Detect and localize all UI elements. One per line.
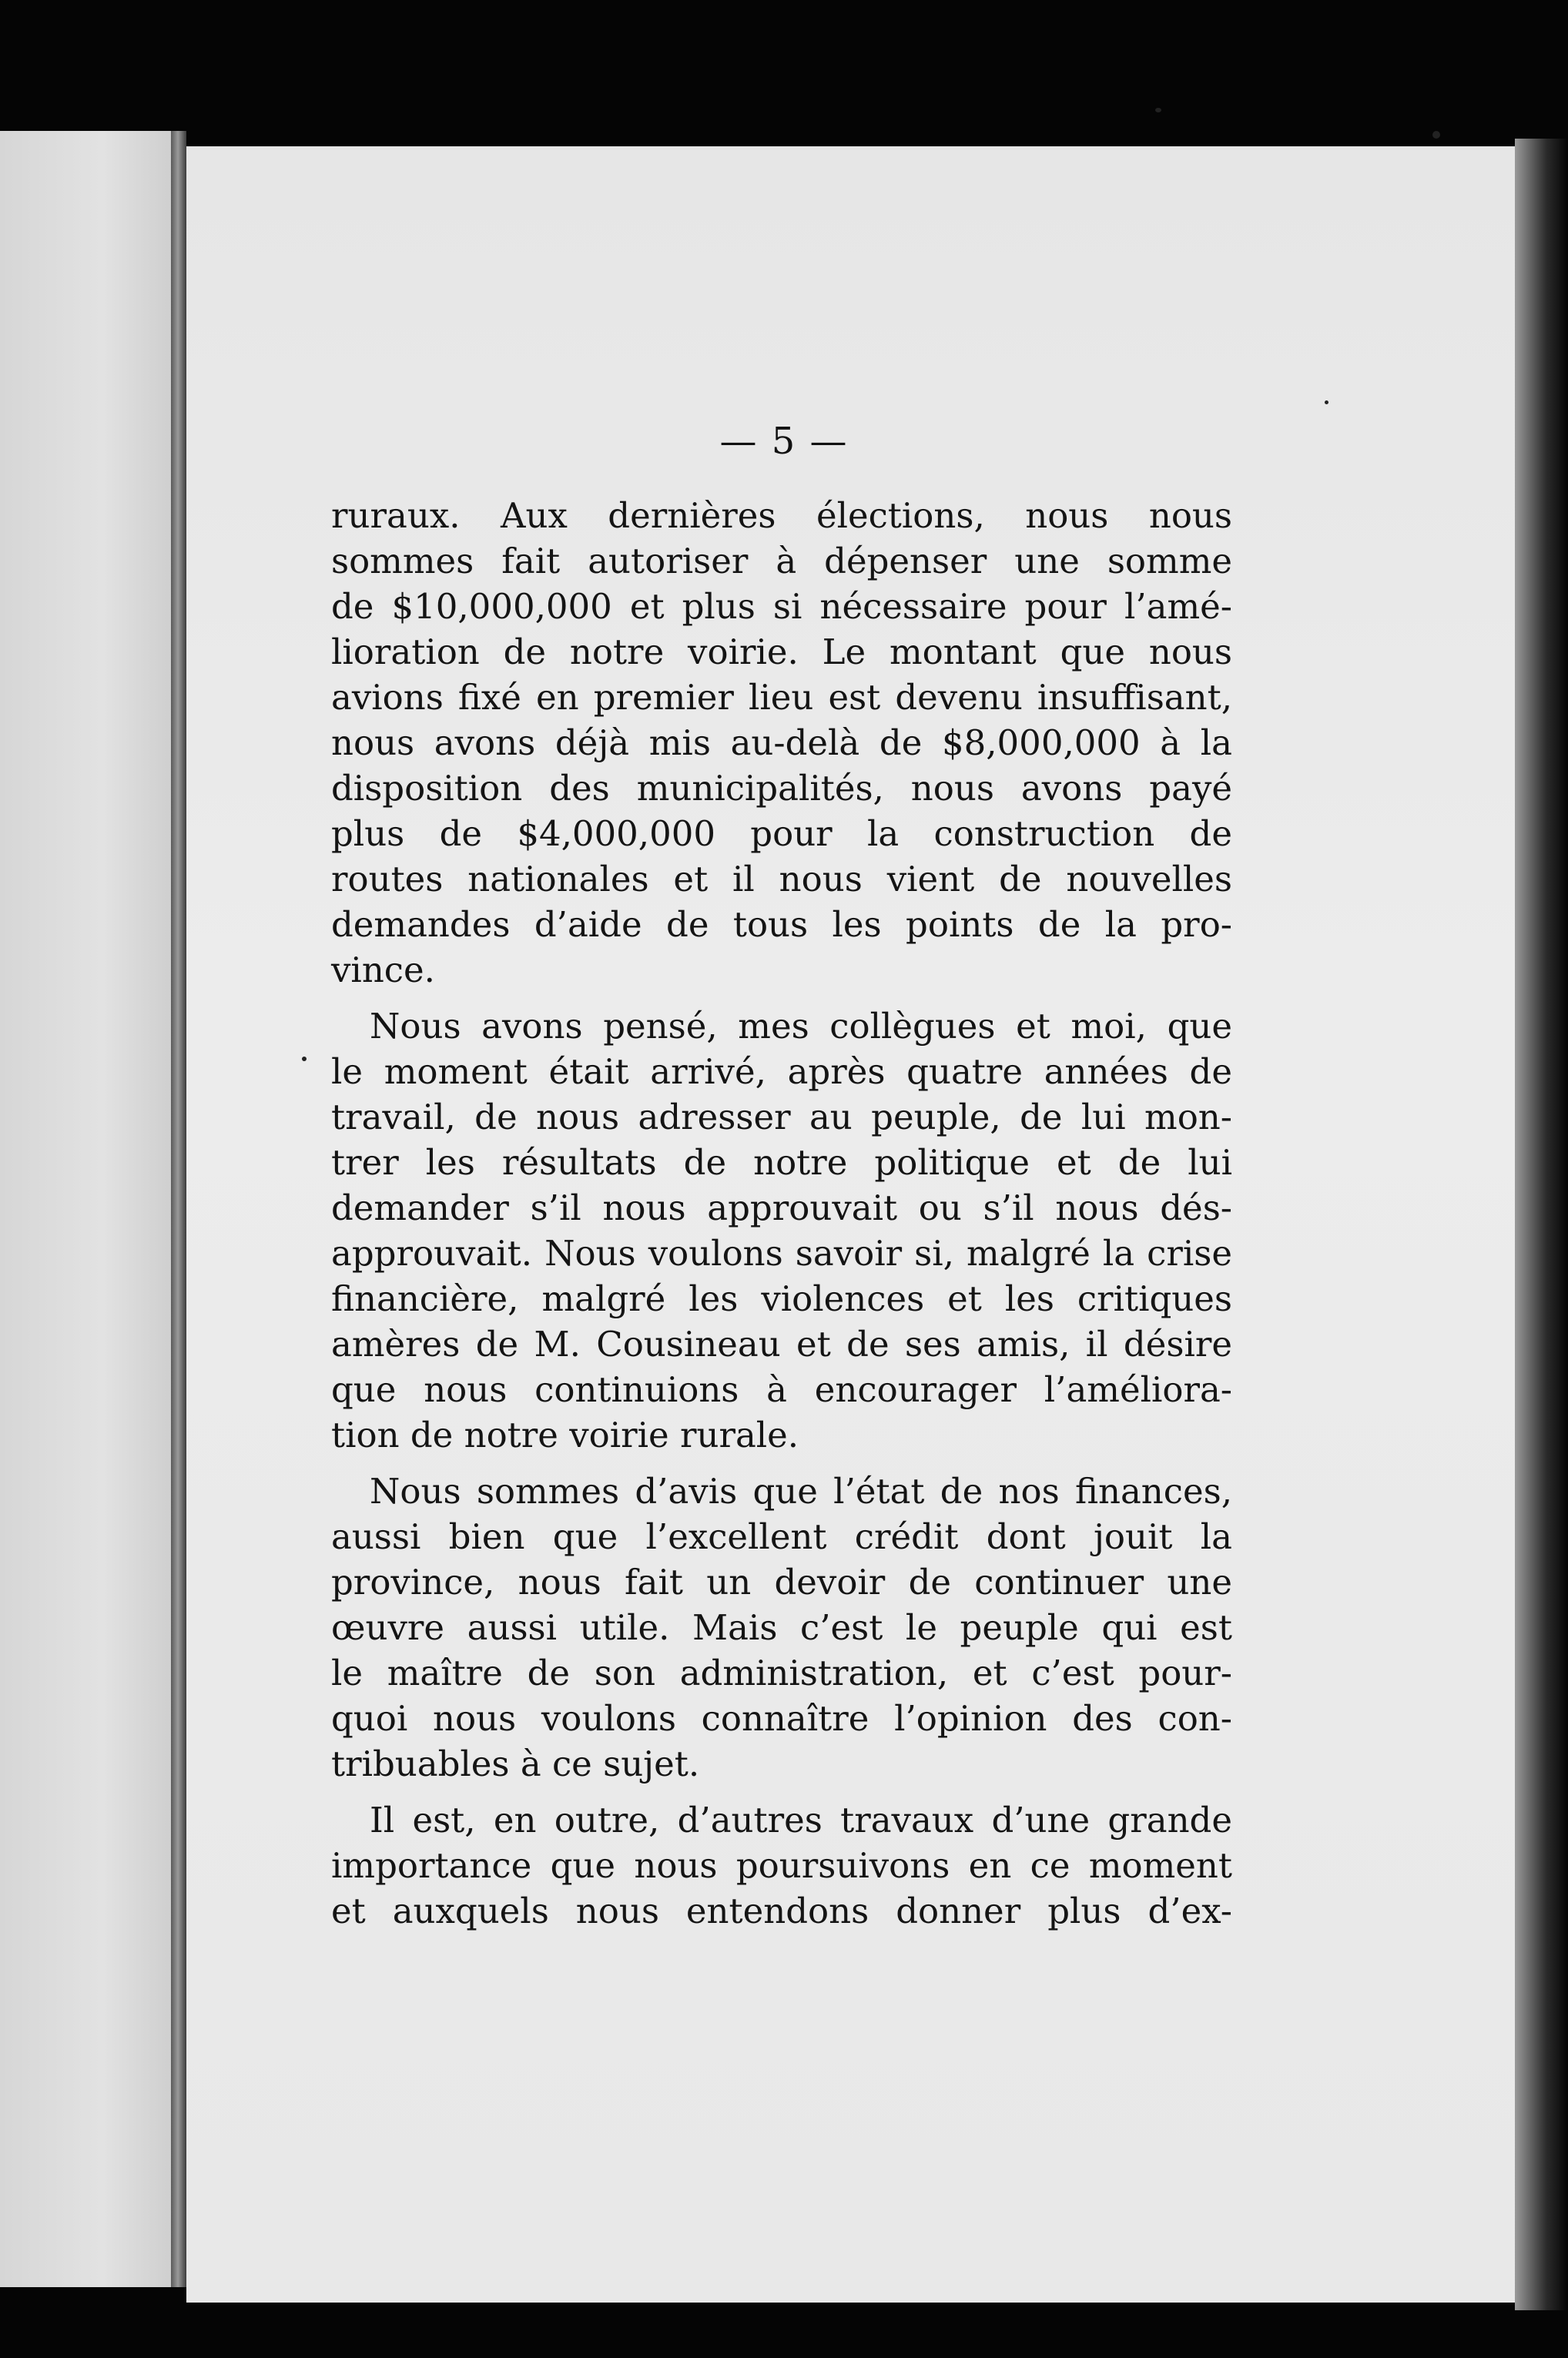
text-line: disposition des municipalités, nous avons payé xyxy=(331,768,1232,809)
text-line: amères de M. Cousineau et de ses amis, il désire xyxy=(331,1324,1232,1365)
text-line: ruraux. Aux dernières élections, nous nous xyxy=(331,495,1232,536)
text-line: le moment était arrivé, après quatre années de xyxy=(331,1051,1232,1092)
text-line: lioration de notre voirie. Le montant que nous xyxy=(331,631,1232,672)
page-number: — 5 — xyxy=(719,420,849,463)
dust-speck xyxy=(1432,131,1440,139)
dust-speck xyxy=(1155,108,1161,112)
text-line: sommes fait autoriser à dépenser une somme xyxy=(331,541,1232,581)
text-line: vince. xyxy=(331,950,435,990)
text-line: approuvait. Nous voulons savoir si, malgré la crise xyxy=(331,1233,1232,1274)
dust-speck xyxy=(1325,400,1328,404)
text-line: que nous continuions à encourager l’améliora- xyxy=(331,1369,1232,1410)
body-text xyxy=(331,493,1232,1934)
text-line: Nous sommes d’avis que l’état de nos finances, xyxy=(370,1471,1232,1512)
text-line: Il est, en outre, d’autres travaux d’une grande xyxy=(370,1800,1232,1841)
text-line: importance que nous poursuivons en ce moment xyxy=(331,1845,1232,1886)
text-line: tribuables à ce sujet. xyxy=(331,1743,700,1784)
dust-speck xyxy=(302,1057,307,1061)
page-shadow xyxy=(1515,139,1568,2310)
text-line: plus de $4,000,000 pour la construction de xyxy=(331,813,1232,854)
text-line: demandes d’aide de tous les points de la pro- xyxy=(331,904,1232,945)
text-line: quoi nous voulons connaître l’opinion des con- xyxy=(331,1698,1232,1739)
text-line: et auxquels nous entendons donner plus d’ex- xyxy=(331,1891,1232,1931)
text-line: aussi bien que l’excellent crédit dont jouit la xyxy=(331,1516,1232,1557)
text-line: financière, malgré les violences et les critiques xyxy=(331,1278,1232,1319)
text-line: nous avons déjà mis au-delà de $8,000,000 à la xyxy=(331,722,1232,763)
text-line: routes nationales et il nous vient de nouvelles xyxy=(331,859,1232,899)
text-line: travail, de nous adresser au peuple, de lui mon- xyxy=(331,1097,1232,1137)
text-line: province, nous fait un devoir de continuer une xyxy=(331,1562,1232,1603)
text-line: de $10,000,000 et plus si nécessaire pour l’amé- xyxy=(331,586,1232,627)
text-line: trer les résultats de notre politique et de lui xyxy=(331,1142,1232,1183)
text-line: avions fixé en premier lieu est devenu insuffisant, xyxy=(331,677,1232,718)
text-line: le maître de son administration, et c’est pour- xyxy=(331,1653,1232,1693)
text-line: Nous avons pensé, mes collègues et moi, que xyxy=(370,1006,1232,1047)
text-line: tion de notre voirie rurale. xyxy=(331,1415,799,1455)
text-line: œuvre aussi utile. Mais c’est le peuple qui est xyxy=(331,1607,1232,1648)
text-line: demander s’il nous approuvait ou s’il nous dés- xyxy=(331,1187,1232,1228)
